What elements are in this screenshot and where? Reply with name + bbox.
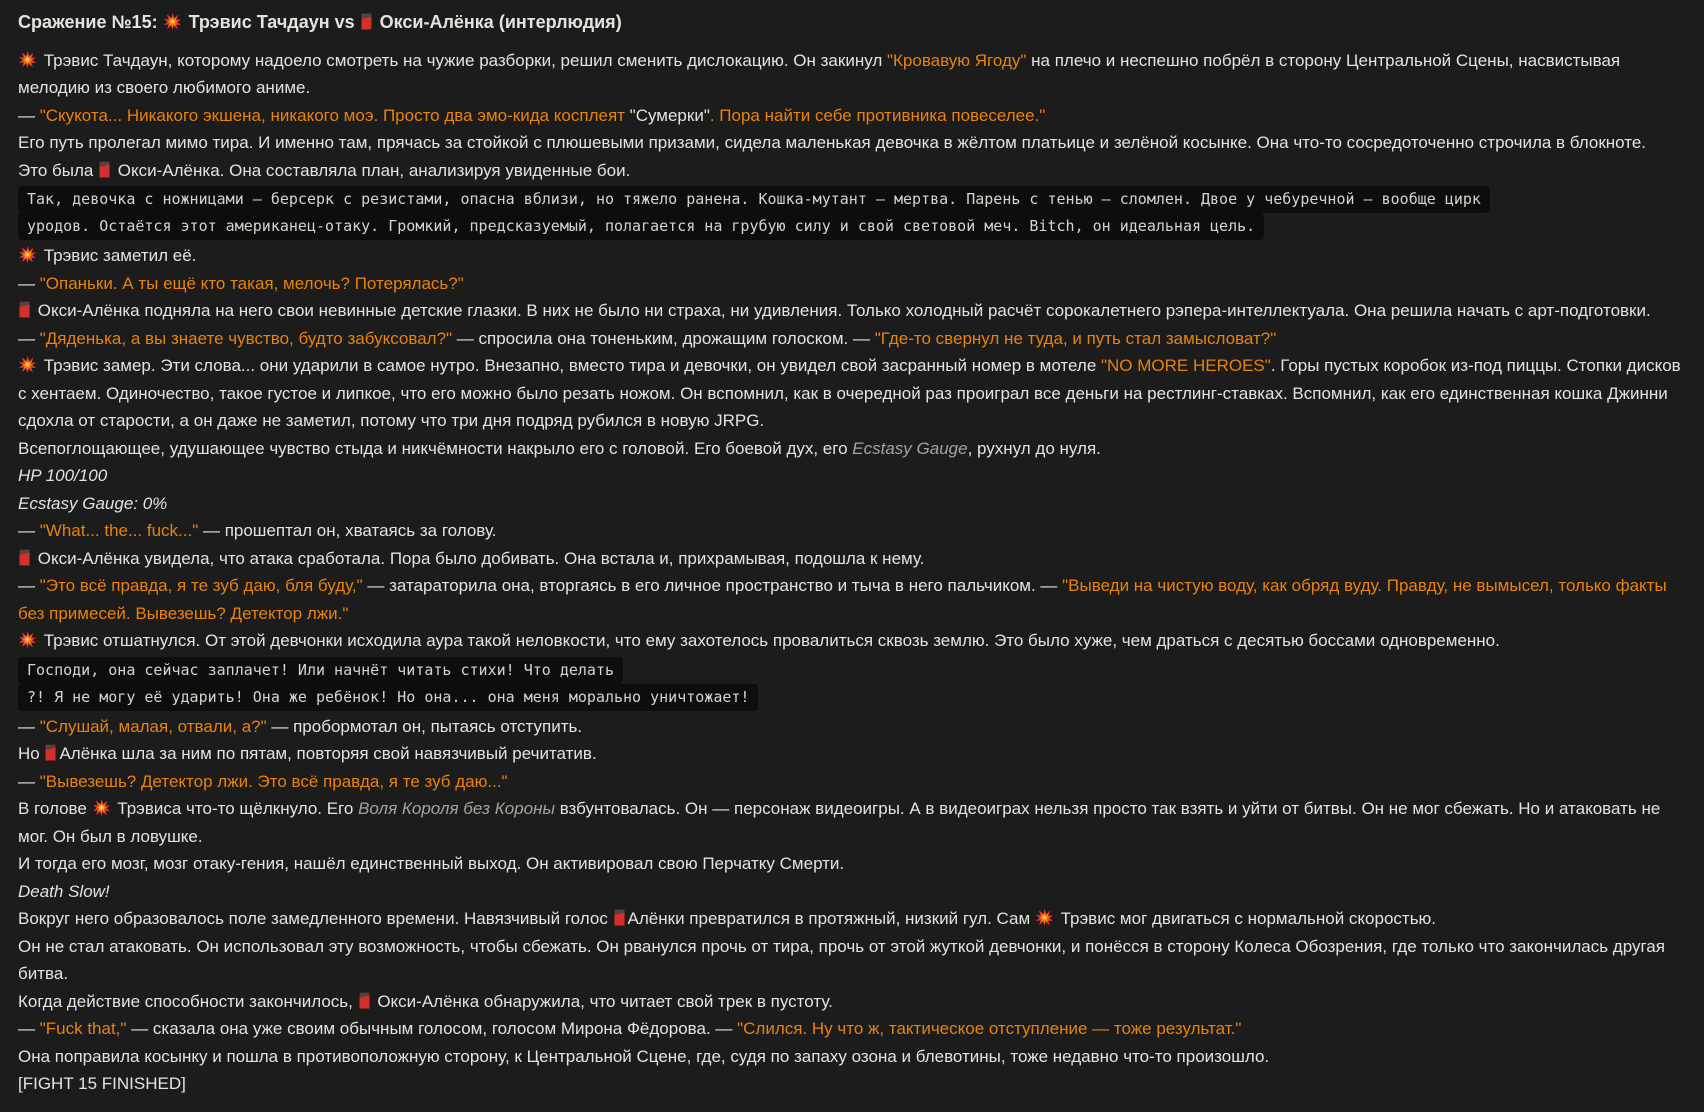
text-run: Сражение №15: xyxy=(18,12,163,32)
story-paragraph xyxy=(18,545,1684,573)
text-run: Трэвис мог двигаться с нормальной скоростью. xyxy=(1055,909,1437,928)
text-run: — xyxy=(18,273,40,293)
story-paragraph xyxy=(18,517,1684,545)
text-run: "Сумерки" xyxy=(629,105,710,125)
story-paragraph xyxy=(18,1043,1684,1071)
text-run: Окси-Алёнка. Она составляла план, анализируя увиденные бои. xyxy=(113,160,631,180)
inner-monologue-code-block xyxy=(18,657,1684,711)
story-paragraph xyxy=(18,933,1684,988)
dialogue-quote: "Кровавую Ягоду" xyxy=(886,50,1027,70)
story-paragraph xyxy=(18,297,1684,325)
text-run: Death Slow! xyxy=(18,881,110,901)
code-line: Так, девочка с ножницами — берсерк с резистами, опасна вблизи, но тяжело ранена. Кошка-мутант — мертва. Парень с тенью — сломлен. Двое у чебуречной — вообще цирк xyxy=(18,186,1490,213)
text-run: — xyxy=(18,105,40,125)
text-run: Ecstasy Gauge: 0% xyxy=(18,493,168,513)
story-paragraph xyxy=(18,270,1684,298)
story-paragraph xyxy=(18,1015,1684,1043)
text-run: Трэвис отшатнулся. От этой девчонки исходила аура такой неловкости, что ему захотелось провалиться сквозь землю. Это было хуже, чем драться с десятью боссами одновременно. xyxy=(39,631,1500,650)
text-run: — xyxy=(18,1019,40,1038)
text-run: . Горы пустых коробок из-под пиццы. Стопки дисков с хентаем. Одиночество, такое густое и липкое, что его можно было резать ножом. Он вспомнил, как в очередной раз проиграл все деньги на рестлинг-ставках. Вспомнил, как его единственная кошка Джинни сдохла от старости, а он даже не заметил, потому что три дня подряд рубился в новую JRPG. xyxy=(18,356,1681,430)
dialogue-quote: "Слушай, малая, отвали, а?" xyxy=(39,716,267,736)
collision-burst-icon xyxy=(1036,909,1053,926)
text-run: — пробормотал он, пытаясь отступить. xyxy=(266,716,583,736)
dialogue-quote: "Где-то свернул не туда, и путь стал замысловат?" xyxy=(874,328,1277,348)
text-run: — xyxy=(18,716,40,736)
collision-burst-icon xyxy=(164,13,181,30)
story-paragraph xyxy=(18,129,1684,157)
text-run: Его путь пролегал мимо тира. И именно там, прячась за стойкой с плюшевыми призами, сидела маленькая девочка в жёлтом платьице и зелёной косынке. Она что-то сосредоточенно строчила в блокноте. xyxy=(18,133,1647,152)
collision-burst-icon xyxy=(93,799,110,816)
dialogue-quote: "Выведи на чистую воду, как обряд вуду. Правду, не вымысел, только факты без примесей. Вывезешь? Детектор лжи." xyxy=(18,576,1667,623)
text-run: Окси-Алёнка увидела, что атака сработала. Пора было добивать. Она встала и, прихрамывая, подошла к нему. xyxy=(33,548,925,568)
collision-burst-icon xyxy=(19,51,36,68)
story-paragraph xyxy=(18,713,1684,741)
dialogue-quote: "Дяденька, а вы знаете чувство, будто забуксовал?" xyxy=(39,328,453,348)
text-run: Но xyxy=(18,744,45,763)
text-run: — прошептал он, хватаясь за голову. xyxy=(198,521,497,540)
text-run: Трэвис заметил её. xyxy=(39,246,197,265)
text-run: И тогда его мозг, мозг отаку-гения, нашёл единственный выход. Он активировал свою Перчатку Смерти. xyxy=(18,854,845,873)
dialogue-quote: "Вывезешь? Детектор лжи. Это всё правда, я те зуб даю..." xyxy=(39,771,508,791)
story-paragraph xyxy=(18,47,1684,102)
code-line: Господи, она сейчас заплачет! Или начнёт читать стихи! Что делать xyxy=(18,657,623,684)
story-paragraph xyxy=(18,435,1684,463)
text-run: — xyxy=(18,771,40,791)
dialogue-quote: "What... the... fuck..." xyxy=(39,521,199,540)
chocolate-bar-icon xyxy=(19,301,30,318)
text-run: Алёнка шла за ним по пятам, повторяя свой навязчивый речитатив. xyxy=(59,744,597,763)
text-run: — xyxy=(18,328,40,348)
text-run: Когда действие способности закончилось, xyxy=(18,991,358,1011)
chocolate-bar-icon xyxy=(45,744,56,761)
story-paragraph xyxy=(18,768,1684,796)
story-paragraph xyxy=(18,102,1684,130)
page-title xyxy=(18,9,1684,37)
inner-monologue-code-block xyxy=(18,186,1684,240)
story-paragraph xyxy=(18,627,1684,655)
story-paragraph xyxy=(18,325,1684,353)
dialogue-quote: "Опаньки. А ты ещё кто такая, мелочь? Потерялась?" xyxy=(39,273,464,293)
story-paragraph xyxy=(18,795,1684,850)
collision-burst-icon xyxy=(19,356,36,373)
text-run: Окси-Алёнка подняла на него свои невинные детские глазки. В них не было ни страха, ни удивления. Только холодный расчёт сорокалетнего рэпера-интеллектуала. Она решила начать с арт-подготовки. xyxy=(33,301,1651,320)
text-run: Трэвис Тачдаун, которому надоело смотреть на чужие разборки, решил сменить дислокацию. Он закинул xyxy=(39,50,887,70)
story-paragraph xyxy=(18,352,1684,435)
text-run: Трэвис Тачдаун vs xyxy=(183,12,360,32)
text-run: взбунтовалась. Он — персонаж видеоигры. А в видеоиграх нельзя просто так взять и уйти от битвы. Он не мог сбежать. Но и атаковать не мог. Он был в ловушке. xyxy=(18,799,1661,846)
chocolate-bar-icon xyxy=(359,992,370,1009)
chocolate-bar-icon xyxy=(614,909,625,926)
game-term: Воля Короля без Короны xyxy=(358,799,555,818)
chocolate-bar-icon xyxy=(361,13,372,30)
text-run: Вокруг него образовалось поле замедленного времени. Навязчивый голос xyxy=(18,909,613,928)
story-paragraph xyxy=(18,905,1684,933)
dialogue-quote: "Fuck that," xyxy=(39,1019,127,1038)
dialogue-quote: "NO MORE HEROES" xyxy=(1101,356,1271,375)
story-paragraph xyxy=(18,1070,1684,1098)
text-run: — затараторила она, вторгаясь в его личное пространство и тыча в него пальчиком. — xyxy=(362,576,1063,595)
dialogue-quote: "Скукота... Никакого экшена, никакого моэ. Просто два эмо-кида косплеят xyxy=(39,105,630,125)
text-run: — спросила она тоненьким, дрожащим голоском. — xyxy=(452,328,875,348)
story-paragraph xyxy=(18,572,1684,627)
text-run: , рухнул до нуля. xyxy=(967,438,1101,458)
chocolate-bar-icon xyxy=(19,549,30,566)
text-run: — xyxy=(18,576,40,595)
stat-line xyxy=(18,878,1684,906)
story-paragraph xyxy=(18,850,1684,878)
collision-burst-icon xyxy=(19,631,36,648)
text-run: — xyxy=(18,521,40,540)
story-paragraph xyxy=(18,157,1684,185)
code-line: ?! Я не могу её ударить! Она же ребёнок! Но она... она меня морально уничтожает! xyxy=(18,684,758,711)
dialogue-quote: "Это всё правда, я те зуб даю, бля буду," xyxy=(39,576,363,595)
text-run: — сказала она уже своим обычным голосом, голосом Мирона Фёдорова. — xyxy=(126,1019,738,1038)
story-paragraph xyxy=(18,740,1684,768)
text-run: на плечо и неспешно побрёл в сторону Центральной Сцены, насвистывая мелодию из своего любимого аниме. xyxy=(18,50,1621,97)
collision-burst-icon xyxy=(19,246,36,263)
text-run: Алёнки превратился в протяжный, низкий гул. Сам xyxy=(627,909,1035,928)
stat-line xyxy=(18,490,1684,518)
text-run: Это была xyxy=(18,160,99,180)
text-run: Окси-Алёнка (интерлюдия) xyxy=(374,12,622,32)
dialogue-quote: "Слился. Ну что ж, тактическое отступление — тоже результат." xyxy=(737,1019,1242,1038)
text-run: В голове xyxy=(18,799,92,818)
text-run: Трэвиса что-то щёлкнуло. Его xyxy=(112,799,359,818)
chocolate-bar-icon xyxy=(99,161,110,178)
stat-line xyxy=(18,462,1684,490)
text-run: HP 100/100 xyxy=(18,466,108,485)
text-run: Всепоглощающее, удушающее чувство стыда и никчёмности накрыло его с головой. Его боевой дух, его xyxy=(18,438,853,458)
text-run: Трэвис замер. Эти слова... они ударили в самое нутро. Внезапно, вместо тира и девочки, он увидел свой засранный номер в мотеле xyxy=(39,356,1101,375)
dialogue-quote: . Пора найти себе противника повеселее." xyxy=(709,105,1046,125)
code-line: уродов. Остаётся этот американец-отаку. Громкий, предсказуемый, полагается на грубую силу и свой световой меч. Bitch, он идеальная цель. xyxy=(18,213,1264,240)
game-term: Ecstasy Gauge xyxy=(852,438,968,458)
text-run: Окси-Алёнка обнаружила, что читает свой трек в пустоту. xyxy=(372,991,833,1011)
text-run: [FIGHT 15 FINISHED] xyxy=(18,1074,186,1093)
text-run: Он не стал атаковать. Он использовал эту возможность, чтобы сбежать. Он рванулся прочь от тира, прочь от этой жуткой девчонки, и понёсся в сторону Колеса Обозрения, где только что закончилась другая битва. xyxy=(18,936,1665,983)
story-paragraph xyxy=(18,988,1684,1016)
story-paragraph xyxy=(18,242,1684,270)
text-run: Она поправила косынку и пошла в противоположную сторону, к Центральной Сцене, где, судя по запаху озона и блевотины, тоже недавно что-то произошло. xyxy=(18,1046,1270,1066)
